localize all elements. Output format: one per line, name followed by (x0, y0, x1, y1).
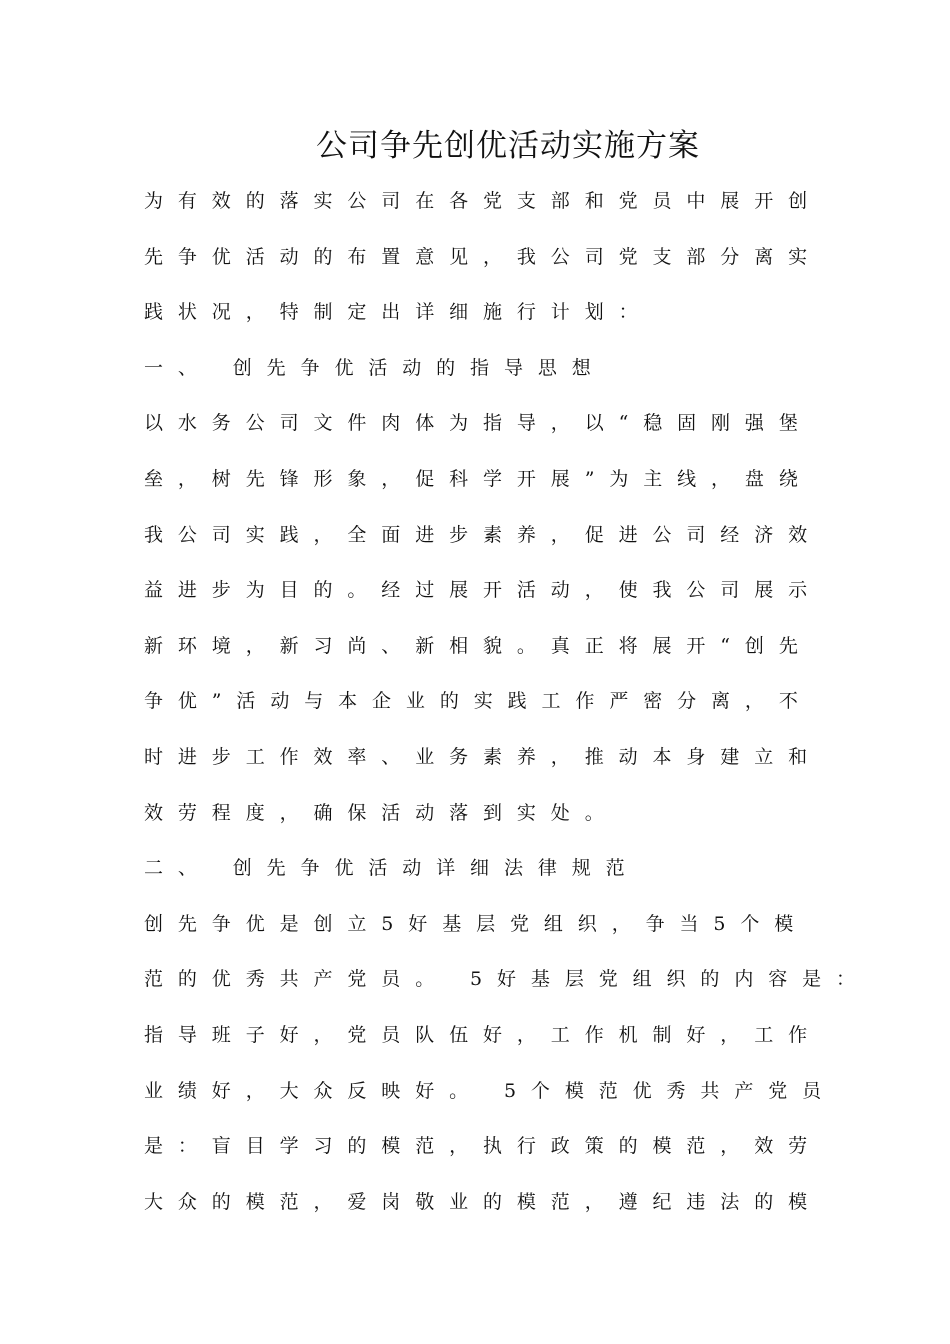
paragraph-line: 争优”活动与本企业的实践工作严密分离，不 (144, 690, 813, 713)
paragraph-line: 是：盲目学习的模范，执行政策的模范，效劳 (144, 1135, 823, 1158)
paragraph-line: 先争优活动的布置意见，我公司党支部分离实 (144, 245, 823, 268)
paragraph-line: 新环境，新习尚、新相貌。真正将展开“创先 (144, 634, 813, 657)
paragraph-line: 大众的模范，爱岗敬业的模范，遵纪违法的模 (144, 1190, 823, 1213)
paragraph-line: 以水务公司文件肉体为指导，以“稳固刚强堡 (144, 412, 813, 435)
paragraph-line: 创先争优是创立5好基层党组织，争当5个模 (144, 912, 809, 935)
paragraph-line: 效劳程度，确保活动落到实处。 (144, 801, 619, 824)
paragraph-line: 益进步为目的。经过展开活动，使我公司展示 (144, 579, 823, 602)
paragraph-line: 垒，树先锋形象，促科学开展”为主线，盘绕 (144, 467, 813, 490)
paragraph-line: 指导班子好，党员队伍好，工作机制好，工作 (144, 1023, 823, 1046)
paragraph-line: 为有效的落实公司在各党支部和党员中展开创 (144, 190, 823, 212)
document-title: 公司争先创优活动实施方案 (316, 128, 700, 164)
paragraph-line: 我公司实践，全面进步素养，促进公司经济效 (144, 523, 823, 546)
paragraph-line: 践状况，特制定出详细施行计划： (144, 301, 653, 324)
paragraph-line: 时进步工作效率、业务素养，推动本身建立和 (144, 745, 823, 768)
section-heading: 一、 创先争优活动的指导思想 (144, 356, 606, 379)
paragraph-line: 业绩好，大众反映好。 5个模范优秀共产党员 (144, 1079, 837, 1102)
section-heading: 二、 创先争优活动详细法律规范 (144, 857, 640, 880)
document-body (144, 176, 870, 1232)
paragraph-line: 范的优秀共产党员。 5好基层党组织的内容是： (144, 968, 870, 991)
